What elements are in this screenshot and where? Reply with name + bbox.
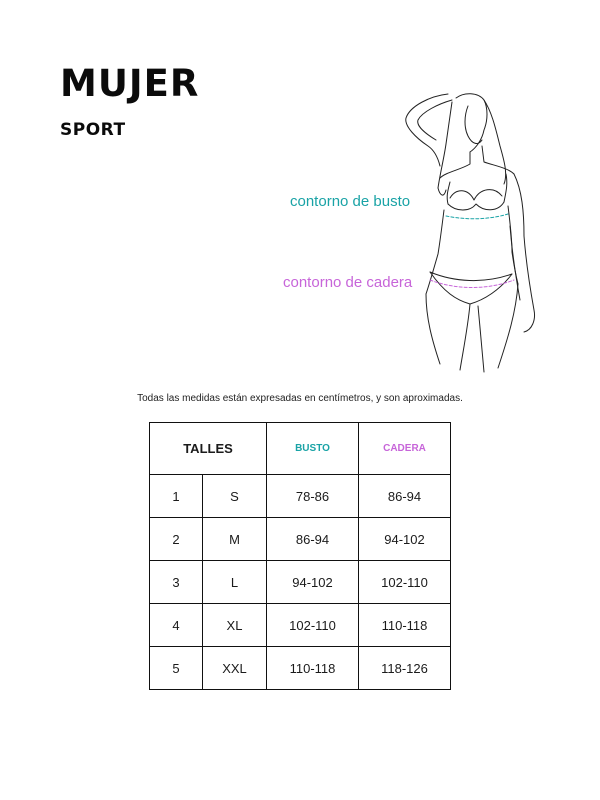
- row-number: 3: [150, 561, 203, 604]
- row-busto: 78-86: [267, 475, 359, 518]
- measurement-note: Todas las medidas están expresadas en centímetros, y son aproximadas.: [137, 393, 463, 404]
- row-busto: 86-94: [267, 518, 359, 561]
- row-number: 2: [150, 518, 203, 561]
- size-table: [149, 422, 451, 690]
- header-busto: BUSTO: [267, 423, 359, 475]
- page-subtitle: SPORT: [60, 120, 126, 140]
- row-busto: 94-102: [267, 561, 359, 604]
- row-number: 4: [150, 604, 203, 647]
- table-header-row: [150, 423, 451, 475]
- header-talles: TALLES: [150, 423, 267, 475]
- row-size: L: [203, 561, 267, 604]
- table-row: [150, 561, 451, 604]
- row-cadera: 110-118: [359, 604, 451, 647]
- row-number: 1: [150, 475, 203, 518]
- table-row: [150, 475, 451, 518]
- table-row: [150, 518, 451, 561]
- cadera-label: contorno de cadera: [283, 274, 413, 291]
- row-cadera: 86-94: [359, 475, 451, 518]
- table-row: [150, 604, 451, 647]
- page-title: MUJER: [60, 62, 200, 105]
- row-cadera: 94-102: [359, 518, 451, 561]
- table-row: [150, 647, 451, 690]
- busto-label: contorno de busto: [290, 193, 411, 210]
- row-size: XXL: [203, 647, 267, 690]
- row-size: XL: [203, 604, 267, 647]
- header-cadera: CADERA: [359, 423, 451, 475]
- row-busto: 102-110: [267, 604, 359, 647]
- row-cadera: 102-110: [359, 561, 451, 604]
- row-cadera: 118-126: [359, 647, 451, 690]
- row-number: 5: [150, 647, 203, 690]
- woman-figure-icon: [400, 86, 545, 376]
- row-busto: 110-118: [267, 647, 359, 690]
- row-size: M: [203, 518, 267, 561]
- row-size: S: [203, 475, 267, 518]
